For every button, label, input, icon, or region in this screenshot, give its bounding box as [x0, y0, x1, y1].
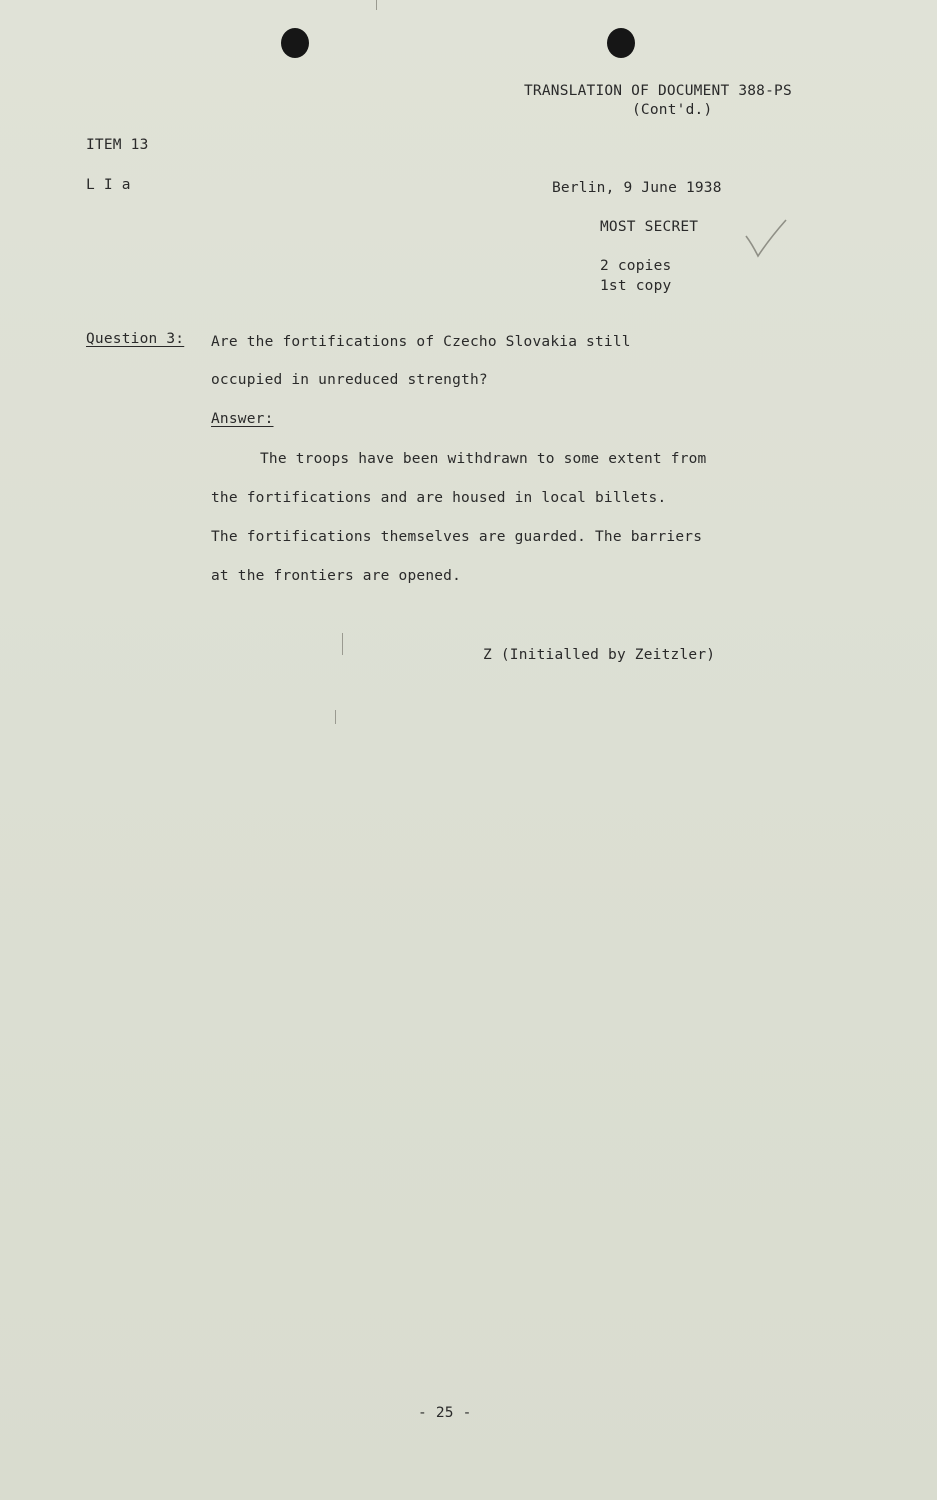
question-line-1: Are the fortifications of Czecho Slovakia still — [211, 334, 631, 350]
stray-mark — [376, 0, 377, 10]
punch-hole-left — [281, 28, 309, 58]
stray-mark — [335, 710, 336, 724]
answer-line-3: The fortifications themselves are guarded. The barriers — [211, 529, 703, 545]
signature: Z (Initialled by Zeitzler) — [483, 647, 716, 663]
punch-hole-right — [607, 28, 635, 58]
reference-label: L I a — [86, 177, 131, 193]
copy-number: 1st copy — [600, 278, 672, 294]
answer-line-2: the fortifications and are housed in local billets. — [211, 490, 667, 506]
place-date: Berlin, 9 June 1938 — [552, 180, 722, 196]
answer-line-1: The troops have been withdrawn to some extent from — [260, 451, 707, 467]
page-number: - 25 - — [418, 1405, 472, 1421]
stray-mark — [342, 633, 343, 655]
answer-label: Answer: — [211, 411, 274, 427]
answer-line-4: at the frontiers are opened. — [211, 568, 462, 584]
check-mark-icon — [742, 218, 792, 260]
classification: MOST SECRET — [600, 219, 699, 235]
question-label: Question 3: — [86, 331, 185, 347]
question-line-2: occupied in unreduced strength? — [211, 372, 488, 388]
item-label: ITEM 13 — [86, 137, 149, 153]
document-title-continued: (Cont'd.) — [632, 102, 713, 118]
document-title: TRANSLATION OF DOCUMENT 388-PS — [524, 83, 792, 99]
copies-count: 2 copies — [600, 258, 672, 274]
